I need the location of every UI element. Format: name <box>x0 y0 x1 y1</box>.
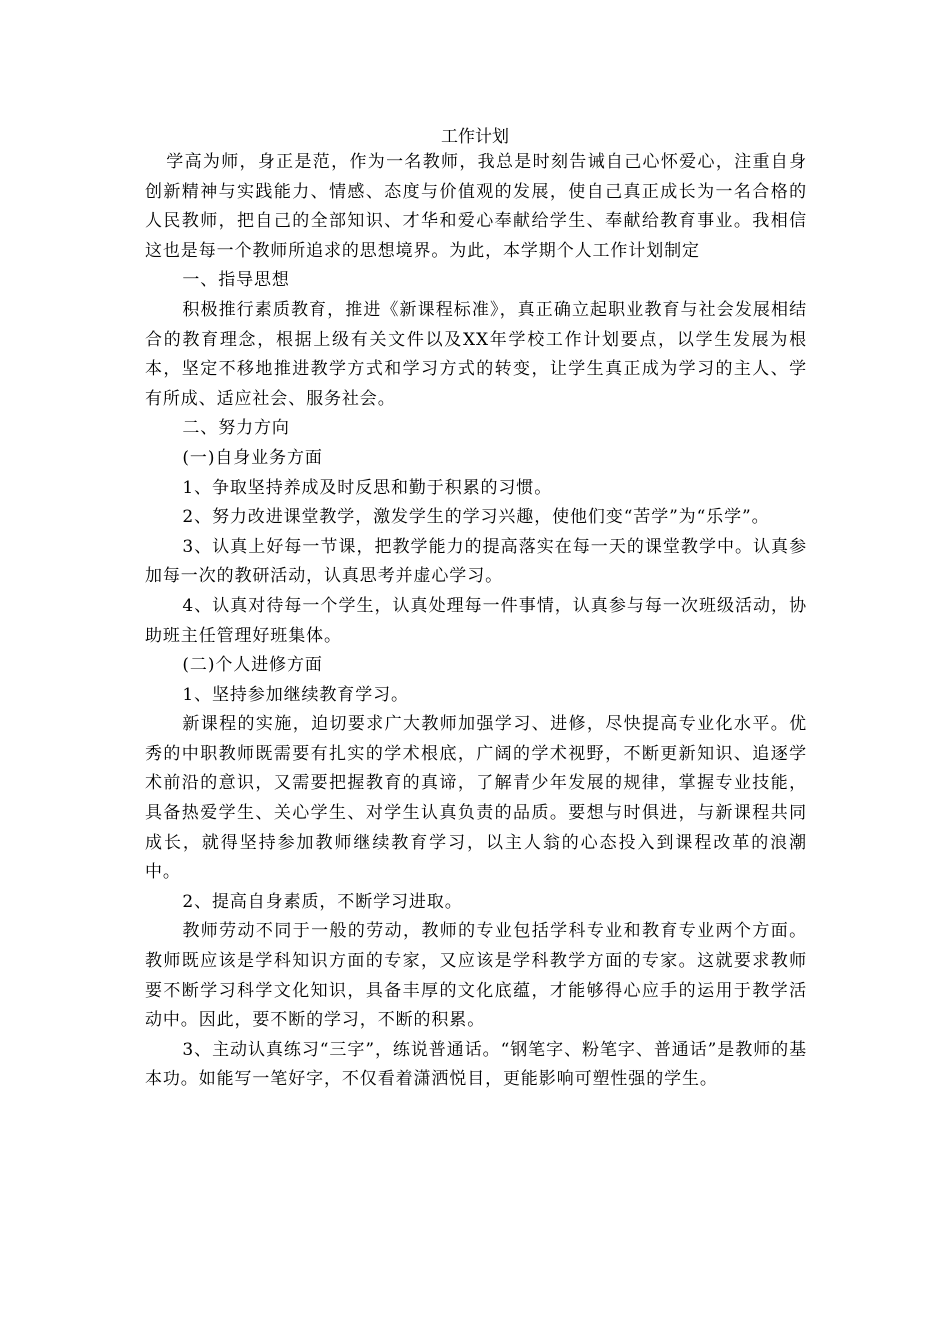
section-heading: 一、指导思想 <box>182 270 290 291</box>
list-item: 4、认真对待每一个学生，认真处理每一件事情，认真参与每一次班级活动，协助班主任管理好班集体。 <box>145 595 807 646</box>
paragraph: 教师劳动不同于一般的劳动，教师的专业包括学科专业和教育专业两个方面。教师既应该是学科知识方面的专家，又应该是学科教学方面的专家。这就要求教师要不断学习科学文化知识，具备丰厚的文化底蕴，才能够得心应手的运用于教学活动中。因此，要不断的学习，不断的积累。 <box>145 921 807 1031</box>
list-item: 2、努力改进课堂教学，激发学生的学习兴趣，使他们变“苦学”为“乐学”。 <box>182 507 770 528</box>
paragraph: 积极推行素质教育，推进《新课程标准》，真正确立起职业教育与社会发展相结合的教育理念，根据上级有关文件以及XX年学校工作计划要点，以学生发展为根本，坚定不移地推进教学方式和学习方式的转变，让学生真正成为学习的主人、学有所成、适应社会、服务社会。 <box>145 299 807 409</box>
list-item: 1、争取坚持养成及时反思和勤于积累的习惯。 <box>182 477 553 498</box>
document-title: 工作计划 <box>441 127 509 147</box>
subsection-heading: (一)自身业务方面 <box>182 447 323 468</box>
paragraph: 新课程的实施，迫切要求广大教师加强学习、进修，尽快提高专业化水平。优秀的中职教师既需要有扎实的学术根底，广阔的学术视野，不断更新知识、追逐学术前沿的意识，又需要把握教育的真谛，了解青少年发展的规律，掌握专业技能，具备热爱学生、关心学生、对学生认真负责的品质。要想与时俱进，与新课程共同成长，就得坚持参加教师继续教育学习，以主人翁的心态投入到课程改革的浪潮中。 <box>145 714 807 883</box>
subsection-heading: (二)个人进修方面 <box>182 655 323 676</box>
document-body <box>145 148 807 1095</box>
list-item: 3、认真上好每一节课，把教学能力的提高落实在每一天的课堂教学中。认真参加每一次的教研活动，认真思考并虚心学习。 <box>145 536 807 587</box>
list-item: 3、主动认真练习“三字”，练说普通话。“钢笔字、粉笔字、普通话”是教师的基本功。如能写一笔好字，不仅看着潇洒悦目，更能影响可塑性强的学生。 <box>145 1039 807 1090</box>
section-heading: 二、努力方向 <box>182 418 290 439</box>
list-item: 1、坚持参加继续教育学习。 <box>182 684 409 705</box>
intro-paragraph: 学高为师，身正是范，作为一名教师，我总是时刻告诫自己心怀爱心，注重自身创新精神与实践能力、情感、态度与价值观的发展，使自己真正成长为一名合格的人民教师，把自己的全部知识、才华和爱心奉献给学生、奉献给教育事业。我相信这也是每一个教师所追求的思想境界。为此，本学期个人工作计划制定 <box>145 152 807 261</box>
list-item: 2、提高自身素质，不断学习进取。 <box>182 891 463 912</box>
